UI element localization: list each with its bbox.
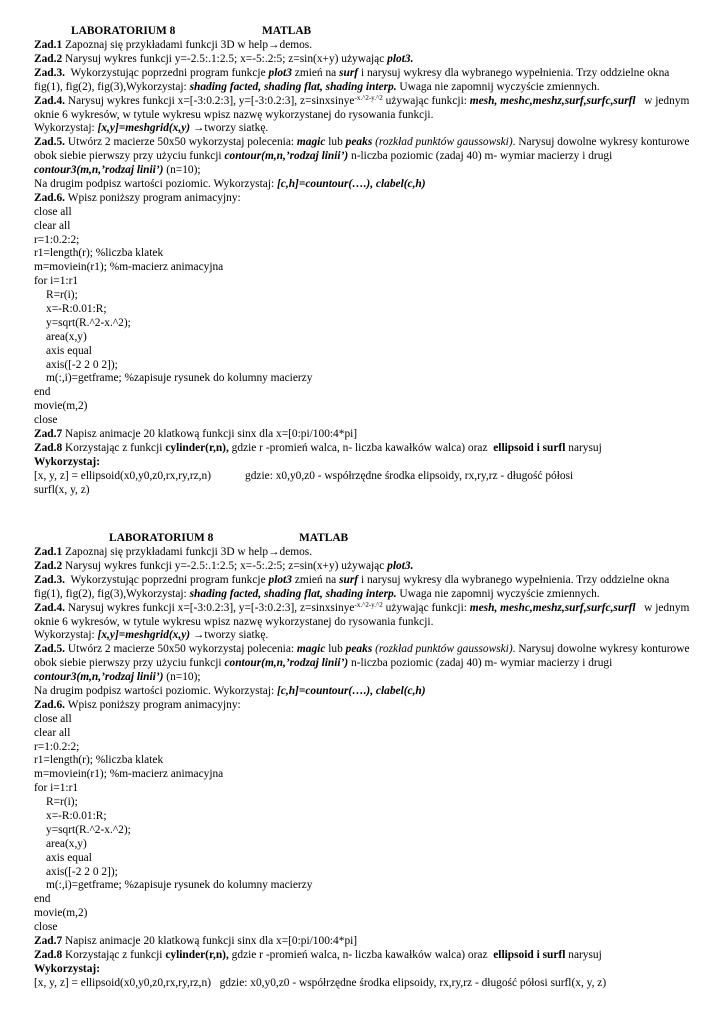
code-line: clear all: [34, 219, 71, 232]
code-line: area(x,y): [46, 837, 87, 850]
lab-title: LABORATORIUM 8: [109, 532, 214, 544]
code-line: y=sqrt(R.^2-x.^2);: [46, 316, 131, 329]
ellipsoid-line: [x, y, z] = ellipsoid(x0,y0,z0,rx,ry,rz,n) gdzie: x0,y0,z0 - współrzędne środka elipsoidy, rx,ry,rz - długość półosi: [34, 469, 574, 482]
matlab-title: MATLAB: [262, 25, 312, 37]
code-line: x=-R:0.01:R;: [46, 303, 107, 316]
lab-title: LABORATORIUM 8: [71, 25, 176, 37]
task-3: Zad.3. Wykorzystując poprzedni program funkcje plot3 zmień na surf i narysuj wykresy dla wybranego wypełnienia. Trzy oddzielne okna fig(1), fig(2), fig(3),Wykorzystaj: shading facted, shading flat, shading interp. Uwaga nie zapomnij wyczyście zmiennych.: [34, 66, 670, 93]
code-line: m=moviein(r1); %m-macierz animacyjna: [34, 261, 224, 274]
use-meshgrid: Wykorzystaj: [x,y]=meshgrid(x,y) →tworzy siatkę.: [34, 629, 269, 642]
task-1: Zad.1 Zapoznaj się przykładami funkcji 3D w help→demos.: [34, 546, 313, 558]
arrow-right-icon: →: [268, 546, 280, 558]
code-block: [34, 206, 698, 428]
lab-sheet-2: [34, 532, 698, 991]
task-8: Zad.8 Korzystając z funkcji cylinder(r,n), gdzie r -promień walca, n- liczba kawałków walca) oraz ellipsoid i surfl narysuj: [34, 948, 602, 961]
code-line: R=r(i);: [46, 796, 78, 809]
code-line: close: [34, 921, 58, 934]
use-ellipsoid-heading: Wykorzystaj:: [34, 455, 101, 468]
code-line: r=1:0.2:2;: [34, 233, 80, 246]
code-line: axis([-2 2 0 2]);: [46, 865, 118, 878]
code-line: m=moviein(r1); %m-macierz animacyjna: [34, 768, 224, 781]
task-2: Zad.2 Narysuj wykres funkcji y=-2.5:.1:2.5; x=-5:.2:5; z=sin(x+y) używając plot3.: [34, 52, 414, 65]
code-line: close: [34, 414, 58, 427]
code-line: movie(m,2): [34, 400, 88, 413]
code-line: axis([-2 2 0 2]);: [46, 358, 118, 371]
task-3: Zad.3. Wykorzystując poprzedni program funkcje plot3 zmień na surf i narysuj wykresy dla wybranego wypełnienia. Trzy oddzielne okna fig(1), fig(2), fig(3),Wykorzystaj: shading facted, shading flat, shading interp. Uwaga nie zapomnij wyczyście zmiennych.: [34, 573, 670, 600]
task-6: Zad.6. Wpisz poniższy program animacyjny:: [34, 191, 241, 204]
code-line: y=sqrt(R.^2-x.^2);: [46, 823, 131, 836]
arrow-right-icon: →: [192, 629, 205, 642]
use-clabel: Na drugim podpisz wartości poziomic. Wykorzystaj: [c,h]=countour(….), clabel(c,h): [34, 685, 426, 698]
code-line: m(:,i)=getframe; %zapisuje rysunek do kolumny macierzy: [46, 372, 313, 385]
surfl-line: surfl(x, y, z): [34, 483, 90, 496]
code-line: x=-R:0.01:R;: [46, 810, 107, 823]
code-line: movie(m,2): [34, 907, 88, 920]
arrow-right-icon: →: [268, 39, 280, 51]
use-ellipsoid-heading: Wykorzystaj:: [34, 962, 101, 975]
code-line: r1=length(r); %liczba klatek: [34, 754, 164, 767]
code-line: close all: [34, 712, 72, 725]
code-line: area(x,y): [46, 330, 87, 343]
code-line: r1=length(r); %liczba klatek: [34, 247, 164, 260]
code-line: clear all: [34, 726, 71, 739]
task-7: Zad.7 Napisz animacje 20 klatkową funkcji sinx dla x=[0:pi/100:4*pi]: [34, 428, 358, 441]
code-line: close all: [34, 205, 72, 218]
code-block: [34, 713, 698, 935]
task-5: Zad.5. Utwórz 2 macierze 50x50 wykorzystaj polecenia: magic lub peaks (rozkład punktów gaussowski). Narysuj dowolne wykresy konturowe obok siebie pierwszy przy użyciu funkcji contour(m,n,’rodzaj linii’) n-liczba poziomic (zadaj 40) m- wymiar macierzy i drugi contour3(m,n,’rodzaj linii’) (n=10);: [34, 136, 690, 177]
code-line: for i=1:r1: [34, 782, 79, 795]
task-2: Zad.2 Narysuj wykres funkcji y=-2.5:.1:2.5; x=-5:.2:5; z=sin(x+y) używając plot3.: [34, 559, 414, 572]
task-1: Zad.1 Zapoznaj się przykładami funkcji 3D w help→demos.: [34, 39, 313, 51]
code-line: end: [34, 893, 51, 906]
task-4: Zad.4. Narysuj wykres funkcji x=[-3:0.2:3], y=[-3:0.2:3], z=sinxsinye$^{-x.\^{}2-y.\^{}2}$ używając funkcji: mesh, meshc,meshz,surf,surfc,surfl w jednym oknie 6 wykresów, w tytule wykresu wpisz nazwę wykorzystanej do rysowania funkcji.: [34, 93, 690, 121]
ellipsoid-line: [x, y, z] = ellipsoid(x0,y0,z0,rx,ry,rz,n) gdzie: x0,y0,z0 - współrzędne środka elipsoidy, rx,ry,rz - długość półosi surfl(x, y, z): [34, 976, 607, 989]
code-line: end: [34, 386, 51, 399]
matlab-title: MATLAB: [299, 532, 349, 544]
code-line: r=1:0.2:2;: [34, 740, 80, 753]
sheet-header: [34, 25, 698, 39]
code-line: m(:,i)=getframe; %zapisuje rysunek do kolumny macierzy: [46, 879, 313, 892]
task-4: Zad.4. Narysuj wykres funkcji x=[-3:0.2:3], y=[-3:0.2:3], z=sinxsinye$^{-x.\^{}2-y.\^{}2}$ używając funkcji: mesh, meshc,meshz,surf,surfc,surfl w jednym oknie 6 wykresów, w tytule wykresu wpisz nazwę wykorzystanej do rysowania funkcji.: [34, 600, 690, 628]
task-5: Zad.5. Utwórz 2 macierze 50x50 wykorzystaj polecenia: magic lub peaks (rozkład punktów gaussowski). Narysuj dowolne wykresy konturowe obok siebie pierwszy przy użyciu funkcji contour(m,n,’rodzaj linii’) n-liczba poziomic (zadaj 40) m- wymiar macierzy i drugi contour3(m,n,’rodzaj linii’) (n=10);: [34, 643, 690, 684]
code-line: for i=1:r1: [34, 275, 79, 288]
code-line: axis equal: [46, 851, 92, 864]
use-clabel: Na drugim podpisz wartości poziomic. Wykorzystaj: [c,h]=countour(….), clabel(c,h): [34, 178, 426, 191]
arrow-right-icon: →: [192, 122, 205, 135]
task-7: Zad.7 Napisz animacje 20 klatkową funkcji sinx dla x=[0:pi/100:4*pi]: [34, 935, 358, 948]
lab-sheet-1: [34, 25, 698, 498]
task-8: Zad.8 Korzystając z funkcji cylinder(r,n), gdzie r -promień walca, n- liczba kawałków walca) oraz ellipsoid i surfl narysuj: [34, 441, 602, 454]
task-6: Zad.6. Wpisz poniższy program animacyjny:: [34, 698, 241, 711]
code-line: R=r(i);: [46, 289, 78, 302]
sheet-header: [34, 532, 698, 546]
use-meshgrid: Wykorzystaj: [x,y]=meshgrid(x,y) →tworzy siatkę.: [34, 122, 269, 135]
code-line: axis equal: [46, 344, 92, 357]
